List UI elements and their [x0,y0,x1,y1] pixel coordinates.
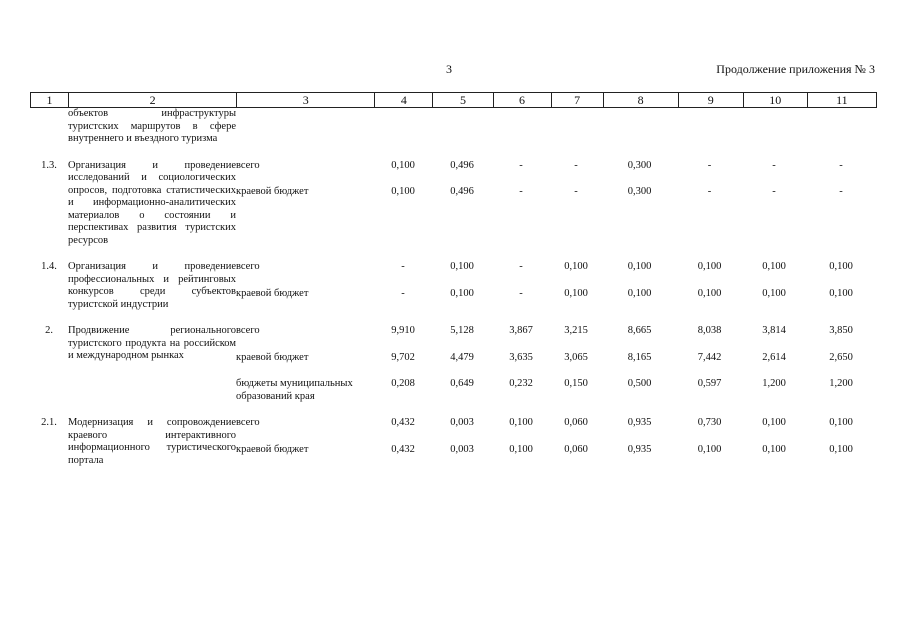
column-header: 4 [375,93,433,108]
funding-value: 1,200 [829,378,853,389]
funding-value: 5,128 [450,325,474,336]
funding-value: - [707,159,712,171]
funding-source-label: всего [236,159,260,171]
funding-value: 0,100 [697,261,722,272]
funding-value: 0,100 [762,443,786,455]
funding-value: 0,300 [627,186,652,197]
funding-value: - [574,186,578,197]
funding-source-row [236,186,876,199]
table-row [30,417,877,467]
column-header: 10 [743,93,807,108]
funding-value: 9,702 [391,351,415,363]
funding-value: 3,215 [564,325,588,336]
funding-value: 0,100 [762,417,786,428]
funding-value: 2,650 [829,351,853,363]
funding-value: 0,232 [509,378,533,389]
funding-value: 8,165 [627,351,652,363]
column-header: 7 [551,93,603,108]
funding-value: 8,038 [697,325,722,336]
funding-value: 0,100 [829,287,853,299]
funding-source-label: краевой бюджет [236,287,309,299]
funding-value: - [519,261,523,272]
funding-value: 3,635 [509,351,533,363]
row-number: 1.4. [41,261,57,272]
funding-value: 0,100 [509,417,533,428]
funding-value: 0,649 [450,378,474,389]
funding-value: 0,100 [829,417,853,428]
funding-value: 0,100 [564,261,588,272]
continuation-label: Продолжение приложения № 3 [716,62,875,76]
funding-value: 0,432 [391,443,415,455]
activity-description: Организация и проведение профессиональных и рейтинговых конкурсов среди субъектов туристской индустрии [68,261,236,310]
funding-value: 0,300 [627,159,652,171]
activity-description: Модернизация и сопровождение краевого интерактивного информационного туристического портала [68,417,236,466]
funding-value: 0,100 [509,443,533,455]
row-number: 1.3. [41,159,57,171]
funding-value: 0,100 [450,261,474,272]
funding-value: 0,100 [391,186,415,197]
row-spacer [30,311,877,325]
column-number-header [30,92,877,108]
funding-value: 8,665 [627,325,652,336]
funding-value: 0,730 [697,417,722,428]
funding-value: 0,100 [627,287,652,299]
funding-value: - [519,287,523,299]
funding-value: 3,065 [564,351,588,363]
activity-description: Организация и проведение исследований и социологических опросов, подготовка статистических и информационно-аналитических материалов о состоянии и перспективах развития туристских ресурсов [68,159,236,246]
funding-value: 0,100 [564,287,588,299]
funding-source-row [236,378,876,403]
row-spacer [30,146,877,160]
activity-description: объектов инфраструктуры туристских маршрутов в сфере внутреннего и въездного туризма [68,108,236,144]
row-spacer [30,403,877,417]
table-row [30,160,877,248]
funding-value: 0,935 [627,417,652,428]
row-number: 2.1. [41,417,57,428]
funding-value: 3,850 [829,325,853,336]
funding-value: 1,200 [762,378,786,389]
funding-value: - [401,261,405,272]
funding-value: 0,500 [627,378,652,389]
funding-value: - [772,186,776,197]
table-row [30,325,877,403]
table-row [30,108,877,146]
funding-value: 0,432 [391,417,415,428]
funding-block [236,160,876,248]
funding-value: 0,100 [391,159,415,171]
funding-source-row [236,160,876,173]
row-number: 2. [45,325,53,336]
funding-value: - [519,159,523,171]
column-header: 2 [69,93,237,108]
funding-value: 3,814 [762,325,786,336]
funding-source-label: бюджеты муниципальных образований края [236,378,353,402]
funding-source-label: всего [236,261,260,272]
funding-source-row [236,444,876,457]
activity-description: Продвижение регионального туристского продукта на российском и международном рынках [68,325,236,361]
funding-source-row [236,288,876,301]
funding-value: - [401,287,405,299]
funding-value: - [519,186,523,197]
funding-value: 4,479 [450,351,474,363]
funding-value: 0,100 [627,261,652,272]
funding-source-label: краевой бюджет [236,351,309,363]
funding-value: 0,003 [450,417,474,428]
funding-value: 0,496 [450,186,474,197]
funding-source-row [236,261,876,274]
funding-source-label: краевой бюджет [236,443,309,455]
funding-value: 0,003 [450,443,474,455]
funding-value: - [839,159,843,171]
funding-value: 0,060 [564,443,588,455]
column-header: 8 [603,93,678,108]
funding-value: 0,100 [829,261,853,272]
funding-value: 0,597 [697,378,722,389]
table-body [30,108,877,467]
funding-value: 2,614 [762,351,786,363]
funding-value: 0,935 [627,443,652,455]
funding-value: 7,442 [697,351,722,363]
funding-block [236,417,876,467]
funding-value: 0,100 [450,287,474,299]
page-number: 3 [446,62,452,76]
funding-value: 0,100 [762,287,786,299]
funding-value: - [707,186,712,197]
column-header: 1 [31,93,69,108]
funding-value: 0,100 [762,261,786,272]
funding-value: 0,060 [564,417,588,428]
funding-value: 0,100 [829,443,853,455]
funding-value: 0,100 [697,443,722,455]
funding-value: - [574,159,578,171]
funding-value: 0,150 [564,378,588,389]
funding-source-row [236,352,876,365]
funding-source-label: всего [236,325,260,336]
funding-value: 3,867 [509,325,533,336]
funding-source-row [236,325,876,338]
funding-source-row [236,417,876,430]
funding-source-label: краевой бюджет [236,186,309,197]
funding-value: 0,496 [450,159,474,171]
funding-block [236,325,876,403]
row-number [30,108,68,146]
column-header: 5 [433,93,493,108]
funding-value: - [772,159,776,171]
funding-value: 0,208 [391,378,415,389]
table-row [30,261,877,311]
funding-value: - [839,186,843,197]
column-header: 3 [237,93,375,108]
funding-value: 0,100 [697,287,722,299]
column-header: 11 [807,93,876,108]
funding-source-label: всего [236,417,260,428]
funding-value: 9,910 [391,325,415,336]
column-header: 6 [493,93,551,108]
column-header: 9 [678,93,743,108]
row-spacer [30,247,877,261]
funding-block [236,261,876,311]
